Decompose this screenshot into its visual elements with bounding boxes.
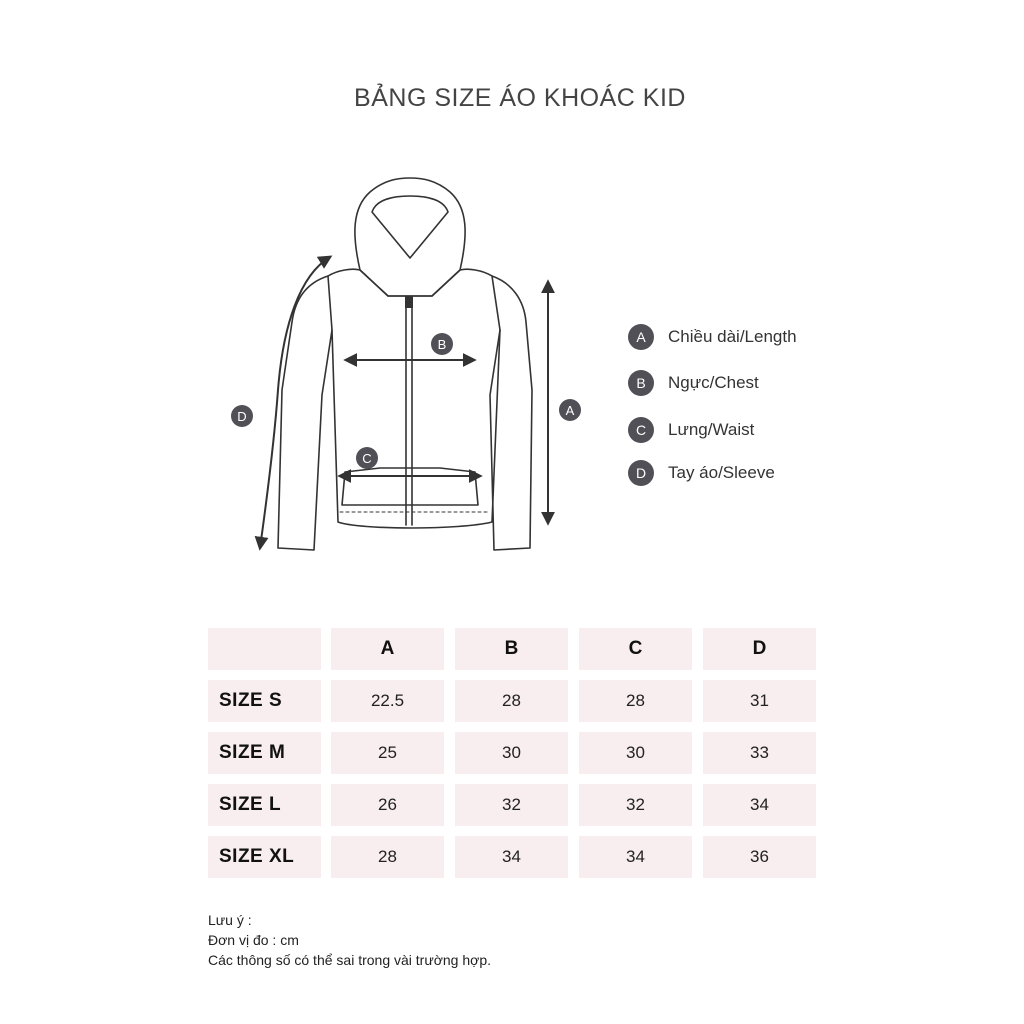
legend-badge-d: D — [628, 460, 654, 486]
sleeve-arrow — [260, 257, 330, 548]
table-cell: 31 — [703, 680, 816, 722]
note-heading: Lưu ý : — [208, 912, 252, 928]
legend-item-length — [628, 324, 797, 350]
table-cell: 32 — [455, 784, 568, 826]
table-cell: 30 — [579, 732, 692, 774]
header-cell-c: C — [579, 628, 692, 670]
table-cell: 34 — [455, 836, 568, 878]
table-cell: 28 — [455, 680, 568, 722]
table-cell: 22.5 — [331, 680, 444, 722]
row-label-size-xl: SIZE XL — [208, 836, 321, 878]
marker-b-label: B — [437, 337, 447, 352]
legend-badge-a: A — [628, 324, 654, 350]
row-label-size-s: SIZE S — [208, 680, 321, 722]
jacket-body — [328, 269, 500, 528]
footnote — [208, 910, 491, 970]
header-cell-d: D — [703, 628, 816, 670]
table-cell: 25 — [331, 732, 444, 774]
table-cell: 36 — [703, 836, 816, 878]
row-label-size-l: SIZE L — [208, 784, 321, 826]
legend-label-waist: Lưng/Waist — [668, 420, 755, 439]
legend-label-sleeve: Tay áo/Sleeve — [668, 463, 775, 482]
note-unit: Đơn vị đo : cm — [208, 932, 299, 948]
legend-label-chest: Ngực/Chest — [668, 373, 759, 392]
table-cell: 26 — [331, 784, 444, 826]
legend-badge-c: C — [628, 417, 654, 443]
hood-inner — [372, 196, 448, 258]
table-cell: 28 — [579, 680, 692, 722]
row-label-size-m: SIZE M — [208, 732, 321, 774]
legend-item-chest — [628, 370, 759, 396]
legend-item-waist — [628, 417, 754, 443]
marker-d-label: D — [237, 409, 247, 424]
header-cell-a: A — [331, 628, 444, 670]
marker-b — [431, 333, 453, 355]
table-cell: 34 — [579, 836, 692, 878]
note-disclaimer: Các thông số có thể sai trong vài trường hợp. — [208, 952, 491, 968]
header-cell-blank — [208, 628, 321, 670]
kangaroo-pocket — [342, 468, 478, 505]
marker-a-label: A — [565, 403, 575, 418]
table-cell: 30 — [455, 732, 568, 774]
table-cell: 28 — [331, 836, 444, 878]
table-cell: 32 — [579, 784, 692, 826]
table-cell: 34 — [703, 784, 816, 826]
legend-badge-b: B — [628, 370, 654, 396]
page-title: BẢNG SIZE ÁO KHOÁC KID — [354, 84, 686, 112]
legend-item-sleeve — [628, 460, 775, 486]
table-cell: 33 — [703, 732, 816, 774]
header-cell-b: B — [455, 628, 568, 670]
marker-c — [356, 447, 378, 469]
left-sleeve — [278, 276, 332, 550]
marker-d — [231, 405, 253, 427]
zipper-pull — [405, 296, 413, 308]
marker-a — [559, 399, 581, 421]
marker-c-label: C — [362, 451, 372, 466]
legend-label-length: Chiều dài/Length — [668, 327, 797, 346]
